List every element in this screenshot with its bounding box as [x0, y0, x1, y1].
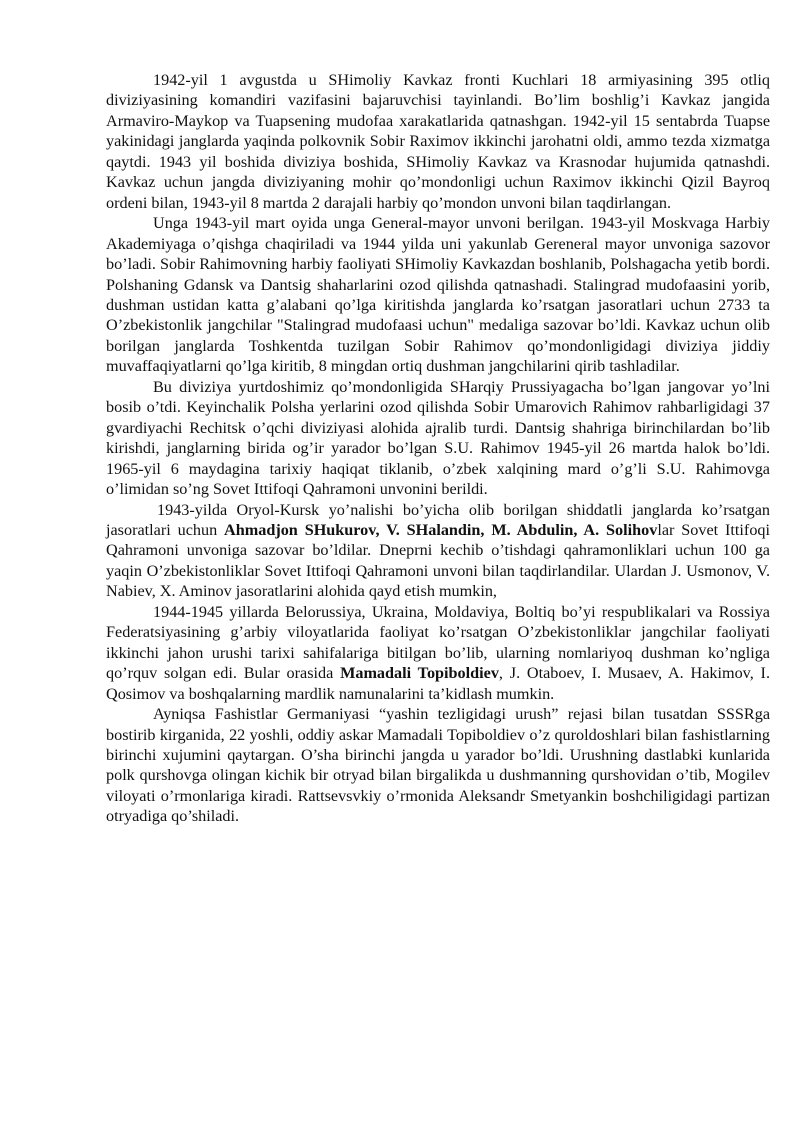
paragraph-2 [106, 213, 770, 377]
paragraph-3 [106, 377, 770, 500]
paragraph-6-text: Ayniqsa Fashistlar Germaniyasi “yashin tezligidagi urush” rejasi bilan tusatdan SSSRga bostirib kirganida, 22 yoshli, oddiy askar Mamadali Topiboldiev o’z quroldoshlari bilan fashistlarning birinchi xujumini qaytargan. O’sha birinchi jangda u yarador bo’ldi. Urushning dastlabki kunlarida polk qurshovga olingan kichik bir otryad bilan birgalikda u dushmanning qurshovidan o’tib, Mogilev viloyati o’rmonlariga kiradi. Rattsevsvkiy o’rmonida Aleksandr Smetyankin boshchiligidagi partizan otryadiga qo’shiladi. [106, 705, 770, 826]
paragraph-2-text: Unga 1943-yil mart oyida unga General-mayor unvoni berilgan. 1943-yil Moskvaga Harbiy Akademiyaga o’qishga chaqiriladi va 1944 yilda uni yakunlab Gereneral mayor unvoniga sazovor bo’ladi. Sobir Rahimovning harbiy faoliyati SHimoliy Kavkazdan boshlanib, Polshagacha yetib bordi. Polshaning Gdansk va Dantsig shaharlarini ozod qilishda qatnashadi. Stalingrad mudofaasini yorib, dushman ustidan katta g’alabani qo’lga kiritishda janglarda ko’rsatgan jasoratlari uchun 2733 ta O’zbekistonlik jangchilar "Stalingrad mudofaasi uchun" medaliga sazovar bo’ldi. Kavkaz uchun olib borilgan janglarda Toshkentda tuzilgan Sobir Rahimov qo’mondonligidagi diviziya jiddiy muvaffaqiyatlarni qo’lga kiritib, 8 mingdan ortiq dushman jangchilarini qirib tashladilar. [106, 214, 770, 376]
paragraph-3-text: Bu diviziya yurtdoshimiz qo’mondonligida SHarqiy Prussiyagacha bo’lgan jangovar yo’lni bosib o’tdi. Keyinchalik Polsha yerlarini ozod qilishda Sobir Umarovich Rahimov rahbarligidagi 37 gvardiyachi Rechitsk o’qchi diviziyasi alohida ajralib turdi. Dantsig shahriga birinchilardan bo’lib kirishdi, janglarning birida og’ir yarador bo’lgan S.U. Rahimov 1945-yil 26 martda halok bo’ldi. 1965-yil 6 maydagina tarixiy haqiqat tiklanib, o’zbek xalqining mard o’g’li S.U. Rahimovga o’limidan so’ng Sovet Ittifoqi Qahramoni unvonini berildi. [106, 377, 770, 499]
paragraph-4-text-start: 1943-yilda Oryol-Kursk yo’nalishi bo’yicha olib borilgan shiddatli janglarda ko’rsatgan jasoratlari uchun [106, 500, 770, 539]
paragraph-6 [106, 704, 770, 827]
paragraph-4-text-end: lar Sovet Ittifoqi Qahramoni unvoniga sazovar bo’ldilar. Dneprni kechib o’tishdagi qahramonliklari uchun 100 ga yaqin O’zbekistonliklar Sovet Ittifoqi Qahramoni unvoni bilan taqdirlandilar. Ulardan J. Usmonov, V. Nabiev, X. Aminov jasoratlarini alohida qayd etish mumkin, [106, 520, 770, 601]
paragraph-1-text: 1942-yil 1 avgustda u SHimoliy Kavkaz fronti Kuchlari 18 armiyasining 395 otliq diviziyasining komandiri vazifasini bajaruvchisi tayinlandi. Bo’lim boshlig’i Kavkaz jangida Armaviro-Maykop va Tuapsening mudofaa xarakatlarida qatnashgan. 1942-yil 15 sentabrda Tuapse yakinidagi janglarda yaqinda polkovnik Sobir Raximov ikkinchi jarohatni oldi, ammo tezda xizmatga qaytdi. 1943 yil boshida diviziya boshida, SHimoliy Kavkaz va Krasnodar hujumida qatnashdi. Kavkaz uchun jangda diviziyaning mohir qo’mondonligi uchun Raximov ikkinchi Qizil Bayroq ordeni bilan, 1943-yil 8 martda 2 darajali harbiy qo’mondon unvoni bilan taqdirlangan. [106, 71, 770, 212]
paragraph-4 [106, 500, 770, 602]
hero-names-bold: Ahmadjon SHukurov, V. SHalandin, M. Abdulin, A. Solihov [224, 520, 658, 539]
paragraph-5 [106, 602, 770, 704]
paragraph-1 [106, 70, 770, 213]
document-page [106, 70, 770, 827]
paragraph-5-text-end: , J. Otaboev, I. Musaev, A. Hakimov, I. Qosimov va boshqalarning mardlik namunalarini ta’kidlash mumkin. [106, 664, 770, 703]
paragraph-5-text-start: 1944-1945 yillarda Belorussiya, Ukraina, Moldaviya, Boltiq bo’yi respublikalari va Rossiya Federatsiyasining g’arbiy viloyatlarida faoliyat ko’rsatgan O’zbekistonliklar jangchilar faoliyati ikkinchi jahon urushi tarixi sahifalariga bitilgan bo’lib, ularning nomlariyoq dushman ko’ngliga qo’rquv solgan edi. Bular orasida [106, 602, 770, 683]
topiboldiev-name-bold: Mamadali Topiboldiev [340, 664, 499, 683]
